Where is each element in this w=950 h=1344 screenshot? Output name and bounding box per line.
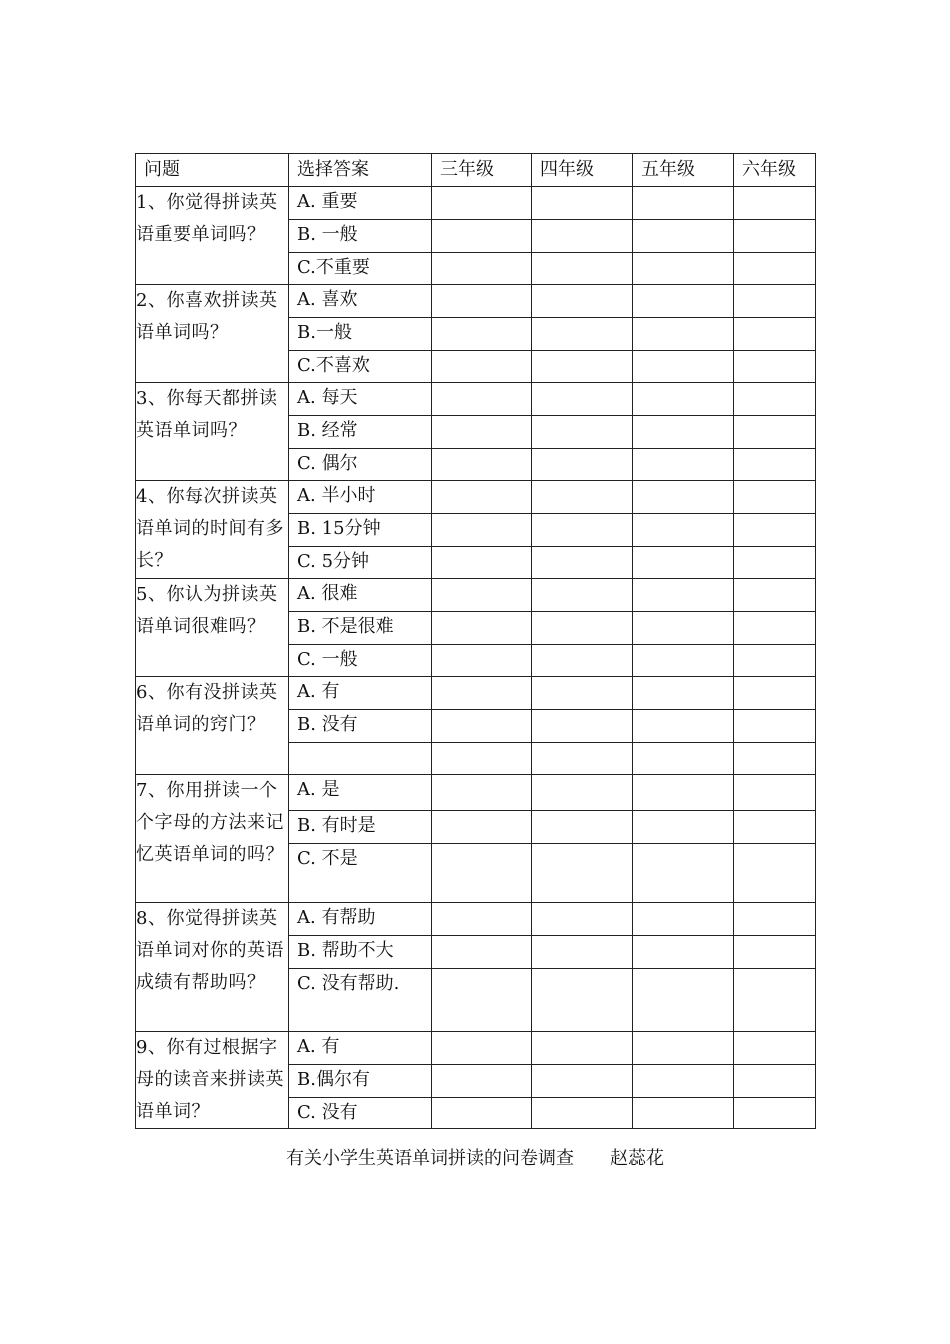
question-cell: 9、你有过根据字母的读音来拼读英语单词？ xyxy=(136,1032,289,1129)
header-row xyxy=(136,154,816,187)
grade-6-cell xyxy=(734,936,816,969)
option-cell xyxy=(289,1065,432,1098)
option-cell xyxy=(289,187,432,220)
option-label: A. 重要 xyxy=(297,191,358,212)
survey-table xyxy=(135,153,816,1129)
grade-3-cell xyxy=(432,1032,532,1065)
option-cell xyxy=(289,903,432,936)
grade-5-cell xyxy=(633,710,734,743)
grade-5-cell xyxy=(633,481,734,514)
option-label: A. 有 xyxy=(297,1036,340,1057)
grade-4-cell xyxy=(532,710,633,743)
grade-6-cell xyxy=(734,253,816,285)
table-row xyxy=(136,775,816,811)
table-row xyxy=(136,285,816,318)
grade-6-cell xyxy=(734,449,816,481)
grade-5-cell xyxy=(633,775,734,811)
grade-4-cell xyxy=(532,318,633,351)
grade-4-cell xyxy=(532,1098,633,1129)
grade-4-cell xyxy=(532,220,633,253)
grade-4-cell xyxy=(532,351,633,383)
grade-5-cell xyxy=(633,1032,734,1065)
option-label: A. 每天 xyxy=(297,387,358,408)
option-cell xyxy=(289,710,432,743)
option-cell xyxy=(289,253,432,285)
grade-3-cell xyxy=(432,481,532,514)
header-question: 问题 xyxy=(136,154,289,187)
table-row xyxy=(136,579,816,612)
question-cell: 8、你觉得拼读英语单词对你的英语成绩有帮助吗？ xyxy=(136,903,289,1032)
grade-4-cell xyxy=(532,903,633,936)
grade-6-cell xyxy=(734,187,816,220)
grade-5-cell xyxy=(633,416,734,449)
grade-5-cell xyxy=(633,220,734,253)
option-label: B. 经常 xyxy=(297,420,358,441)
grade-3-cell xyxy=(432,743,532,775)
grade-3-cell xyxy=(432,1065,532,1098)
question-cell: 4、你每次拼读英语单词的时间有多长？ xyxy=(136,481,289,579)
grade-3-cell xyxy=(432,710,532,743)
option-label: C.不重要 xyxy=(297,257,370,278)
option-label: A. 喜欢 xyxy=(297,289,358,310)
grade-6-cell xyxy=(734,645,816,677)
table-row xyxy=(136,383,816,416)
grade-4-cell xyxy=(532,253,633,285)
grade-5-cell xyxy=(633,936,734,969)
grade-6-cell xyxy=(734,351,816,383)
grade-5-cell xyxy=(633,187,734,220)
grade-3-cell xyxy=(432,612,532,645)
grade-4-cell xyxy=(532,677,633,710)
grade-5-cell xyxy=(633,253,734,285)
grade-4-cell xyxy=(532,579,633,612)
grade-3-cell xyxy=(432,1098,532,1129)
grade-6-cell xyxy=(734,481,816,514)
grade-5-cell xyxy=(633,1065,734,1098)
option-label: B.偶尔有 xyxy=(297,1069,370,1090)
grade-6-cell xyxy=(734,579,816,612)
option-label: C. 不是 xyxy=(297,848,358,869)
grade-3-cell xyxy=(432,351,532,383)
option-cell xyxy=(289,811,432,844)
grade-4-cell xyxy=(532,743,633,775)
grade-4-cell xyxy=(532,285,633,318)
header-grade-4: 四年级 xyxy=(532,154,633,187)
header-grade-5: 五年级 xyxy=(633,154,734,187)
grade-4-cell xyxy=(532,187,633,220)
grade-3-cell xyxy=(432,383,532,416)
table-row xyxy=(136,903,816,936)
option-cell xyxy=(289,969,432,1032)
grade-4-cell xyxy=(532,383,633,416)
grade-3-cell xyxy=(432,775,532,811)
option-cell xyxy=(289,449,432,481)
grade-4-cell xyxy=(532,481,633,514)
grade-6-cell xyxy=(734,811,816,844)
grade-6-cell xyxy=(734,547,816,579)
grade-4-cell xyxy=(532,1032,633,1065)
table-row xyxy=(136,481,816,514)
grade-5-cell xyxy=(633,677,734,710)
header-answer: 选择答案 xyxy=(289,154,432,187)
grade-5-cell xyxy=(633,743,734,775)
grade-6-cell xyxy=(734,743,816,775)
grade-6-cell xyxy=(734,1065,816,1098)
option-cell xyxy=(289,416,432,449)
option-cell xyxy=(289,220,432,253)
option-cell xyxy=(289,645,432,677)
grade-6-cell xyxy=(734,969,816,1032)
grade-6-cell xyxy=(734,1032,816,1065)
grade-5-cell xyxy=(633,612,734,645)
grade-4-cell xyxy=(532,547,633,579)
grade-6-cell xyxy=(734,285,816,318)
grade-5-cell xyxy=(633,579,734,612)
grade-3-cell xyxy=(432,285,532,318)
option-cell xyxy=(289,383,432,416)
option-cell xyxy=(289,547,432,579)
grade-4-cell xyxy=(532,416,633,449)
header-grade-6: 六年级 xyxy=(734,154,816,187)
option-cell xyxy=(289,285,432,318)
option-cell xyxy=(289,1032,432,1065)
grade-3-cell xyxy=(432,318,532,351)
question-cell: 7、你用拼读一个个字母的方法来记忆英语单词的吗？ xyxy=(136,775,289,903)
option-label: B.一般 xyxy=(297,322,352,343)
grade-6-cell xyxy=(734,677,816,710)
caption xyxy=(0,1147,950,1171)
option-cell xyxy=(289,844,432,903)
grade-3-cell xyxy=(432,903,532,936)
grade-4-cell xyxy=(532,969,633,1032)
grade-3-cell xyxy=(432,936,532,969)
table-row xyxy=(136,677,816,710)
grade-5-cell xyxy=(633,514,734,547)
grade-4-cell xyxy=(532,1065,633,1098)
option-label: B. 有时是 xyxy=(297,815,376,836)
option-cell xyxy=(289,743,432,775)
grade-5-cell xyxy=(633,351,734,383)
option-label: C. 5分钟 xyxy=(297,551,370,572)
option-cell xyxy=(289,514,432,547)
grade-6-cell xyxy=(734,903,816,936)
question-cell: 1、你觉得拼读英语重要单词吗？ xyxy=(136,187,289,285)
grade-5-cell xyxy=(633,844,734,903)
caption-author: 赵蕊花 xyxy=(610,1148,664,1169)
question-cell: 2、你喜欢拼读英语单词吗？ xyxy=(136,285,289,383)
option-label: C. 一般 xyxy=(297,649,358,670)
option-label: A. 很难 xyxy=(297,583,358,604)
grade-4-cell xyxy=(532,844,633,903)
option-label: C. 没有帮助. xyxy=(297,973,400,994)
grade-5-cell xyxy=(633,903,734,936)
grade-3-cell xyxy=(432,844,532,903)
grade-6-cell xyxy=(734,1098,816,1129)
option-cell xyxy=(289,318,432,351)
grade-3-cell xyxy=(432,514,532,547)
grade-5-cell xyxy=(633,547,734,579)
grade-6-cell xyxy=(734,220,816,253)
option-label: A. 有 xyxy=(297,681,340,702)
grade-3-cell xyxy=(432,187,532,220)
grade-4-cell xyxy=(532,936,633,969)
grade-3-cell xyxy=(432,416,532,449)
option-label: B. 没有 xyxy=(297,714,358,735)
grade-3-cell xyxy=(432,579,532,612)
grade-5-cell xyxy=(633,1098,734,1129)
grade-6-cell xyxy=(734,612,816,645)
option-label: A. 半小时 xyxy=(297,485,376,506)
option-cell xyxy=(289,677,432,710)
option-cell xyxy=(289,612,432,645)
grade-6-cell xyxy=(734,775,816,811)
grade-6-cell xyxy=(734,514,816,547)
grade-4-cell xyxy=(532,449,633,481)
grade-3-cell xyxy=(432,677,532,710)
grade-5-cell xyxy=(633,318,734,351)
option-label: B. 15分钟 xyxy=(297,518,381,539)
option-label: A. 是 xyxy=(297,779,340,800)
grade-6-cell xyxy=(734,844,816,903)
grade-3-cell xyxy=(432,253,532,285)
question-cell: 6、你有没拼读英语单词的窍门？ xyxy=(136,677,289,775)
grade-4-cell xyxy=(532,775,633,811)
table-row xyxy=(136,1032,816,1065)
question-cell: 5、你认为拼读英语单词很难吗？ xyxy=(136,579,289,677)
table-row xyxy=(136,187,816,220)
grade-4-cell xyxy=(532,645,633,677)
option-label: B. 帮助不大 xyxy=(297,940,394,961)
grade-5-cell xyxy=(633,969,734,1032)
option-cell xyxy=(289,936,432,969)
option-label: B. 一般 xyxy=(297,224,358,245)
grade-3-cell xyxy=(432,969,532,1032)
grade-3-cell xyxy=(432,220,532,253)
grade-5-cell xyxy=(633,449,734,481)
option-cell xyxy=(289,1098,432,1129)
option-cell xyxy=(289,351,432,383)
grade-5-cell xyxy=(633,645,734,677)
grade-6-cell xyxy=(734,710,816,743)
option-cell xyxy=(289,481,432,514)
option-label: B. 不是很难 xyxy=(297,616,394,637)
grade-3-cell xyxy=(432,645,532,677)
option-cell xyxy=(289,579,432,612)
grade-4-cell xyxy=(532,811,633,844)
grade-3-cell xyxy=(432,449,532,481)
grade-4-cell xyxy=(532,612,633,645)
option-label: A. 有帮助 xyxy=(297,907,376,928)
grade-3-cell xyxy=(432,547,532,579)
grade-6-cell xyxy=(734,318,816,351)
grade-5-cell xyxy=(633,383,734,416)
option-label: C.不喜欢 xyxy=(297,355,370,376)
grade-5-cell xyxy=(633,285,734,318)
grade-6-cell xyxy=(734,416,816,449)
option-label: C. 偶尔 xyxy=(297,453,358,474)
option-label: C. 没有 xyxy=(297,1102,358,1123)
grade-4-cell xyxy=(532,514,633,547)
grade-5-cell xyxy=(633,811,734,844)
caption-title: 有关小学生英语单词拼读的问卷调查 xyxy=(286,1148,574,1169)
question-cell: 3、你每天都拼读英语单词吗？ xyxy=(136,383,289,481)
option-cell xyxy=(289,775,432,811)
header-grade-3: 三年级 xyxy=(432,154,532,187)
grade-6-cell xyxy=(734,383,816,416)
grade-3-cell xyxy=(432,811,532,844)
